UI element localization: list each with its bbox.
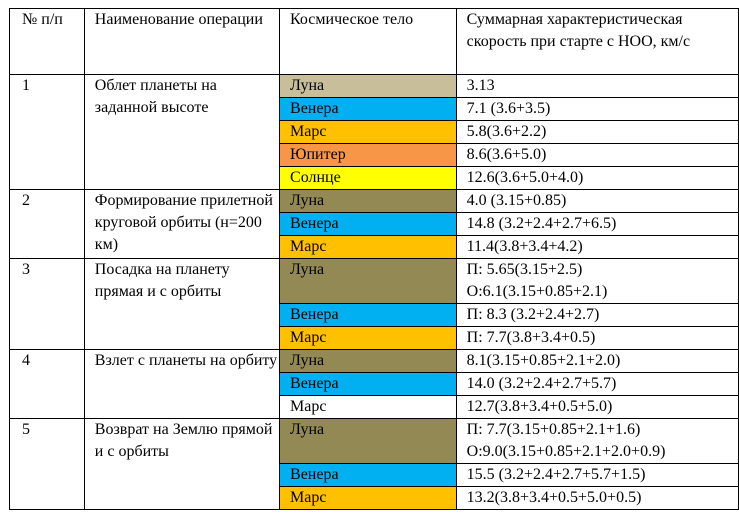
delta-v-line: О:6.1(3.15+0.85+2.1): [466, 283, 608, 300]
delta-v-line: 4.0 (3.15+0.85): [466, 192, 567, 209]
operation-number: 1: [10, 75, 85, 190]
delta-v-value: [456, 259, 738, 304]
delta-v-line: 12.7(3.8+3.4+0.5+5.0): [466, 398, 613, 415]
delta-v-value: [456, 350, 738, 373]
delta-v-line: 12.6(3.6+5.0+4.0): [466, 169, 584, 186]
delta-v-line: П: 8.3 (3.2+2.4+2.7): [466, 306, 600, 323]
header-num: № п/п: [10, 9, 85, 75]
delta-v-value: [456, 75, 738, 98]
delta-v-value: [456, 487, 738, 510]
header-row: [10, 9, 739, 75]
operation-number: 2: [10, 190, 85, 259]
celestial-body: Солнце: [280, 167, 457, 190]
celestial-body: Марс: [280, 236, 457, 259]
delta-v-line: 3.13: [466, 77, 495, 94]
delta-v-value: [456, 144, 738, 167]
celestial-body: Луна: [280, 419, 457, 464]
delta-v-line: 11.4(3.8+3.4+4.2): [466, 238, 583, 255]
operation-number: 3: [10, 259, 85, 350]
delta-v-value: [456, 464, 738, 487]
operation-number: 4: [10, 350, 85, 419]
delta-v-line: 5.8(3.6+2.2): [466, 123, 547, 140]
table-row: [10, 190, 739, 213]
celestial-body: Венера: [280, 213, 457, 236]
table-row: [10, 259, 739, 304]
delta-v-value: [456, 121, 738, 144]
table-row: [10, 419, 739, 464]
delta-v-value: [456, 236, 738, 259]
delta-v-value: [456, 213, 738, 236]
celestial-body: Венера: [280, 373, 457, 396]
delta-v-line: 14.8 (3.2+2.4+2.7+6.5): [466, 215, 617, 232]
delta-v-value: [456, 327, 738, 350]
delta-v-value: [456, 167, 738, 190]
delta-v-line: 13.2(3.8+3.4+0.5+5.0+0.5): [466, 489, 642, 506]
celestial-body: Луна: [280, 190, 457, 213]
celestial-body: Венера: [280, 464, 457, 487]
delta-v-table: [9, 8, 739, 510]
operation-name: Возврат на Землю прямой и с орбиты: [84, 419, 279, 510]
delta-v-value: [456, 419, 738, 464]
table-row: [10, 75, 739, 98]
delta-v-line: О:9.0(3.15+0.85+2.1+2.0+0.9): [466, 443, 666, 460]
celestial-body: Луна: [280, 75, 457, 98]
celestial-body: Венера: [280, 304, 457, 327]
celestial-body: Луна: [280, 350, 457, 373]
delta-v-value: [456, 373, 738, 396]
operation-name: Посадка на планету прямая и с орбиты: [84, 259, 279, 350]
celestial-body: Марс: [280, 327, 457, 350]
table-row: [10, 350, 739, 373]
delta-v-line: 8.1(3.15+0.85+2.1+2.0): [466, 352, 621, 369]
celestial-body: Марс: [280, 396, 457, 419]
operation-name: Взлет с планеты на орбиту: [84, 350, 279, 419]
table-body: [10, 75, 739, 510]
delta-v-line: 15.5 (3.2+2.4+2.7+5.7+1.5): [466, 466, 646, 483]
delta-v-line: 8.6(3.6+5.0): [466, 146, 547, 163]
delta-v-value: [456, 396, 738, 419]
celestial-body: Марс: [280, 487, 457, 510]
delta-v-line: П: 5.65(3.15+2.5): [466, 261, 583, 278]
celestial-body: Марс: [280, 121, 457, 144]
operation-number: 5: [10, 419, 85, 510]
delta-v-line: П: 7.7(3.8+3.4+0.5): [466, 329, 596, 346]
delta-v-value: [456, 98, 738, 121]
delta-v-line: 7.1 (3.6+3.5): [466, 100, 551, 117]
delta-v-line: П: 7.7(3.15+0.85+2.1+1.6): [466, 421, 641, 438]
header-speed: Суммарная характеристическая скорость при старте с НОО, км/с: [456, 9, 738, 75]
celestial-body: Юпитер: [280, 144, 457, 167]
operation-name: Облет планеты на заданной высоте: [84, 75, 279, 190]
delta-v-value: [456, 190, 738, 213]
celestial-body: Луна: [280, 259, 457, 304]
celestial-body: Венера: [280, 98, 457, 121]
delta-v-value: [456, 304, 738, 327]
operation-name: Формирование прилетной круговой орбиты (н=200 км): [84, 190, 279, 259]
delta-v-line: 14.0 (3.2+2.4+2.7+5.7): [466, 375, 617, 392]
header-operation: Наименование операции: [84, 9, 279, 75]
header-body: Космическое тело: [280, 9, 457, 75]
